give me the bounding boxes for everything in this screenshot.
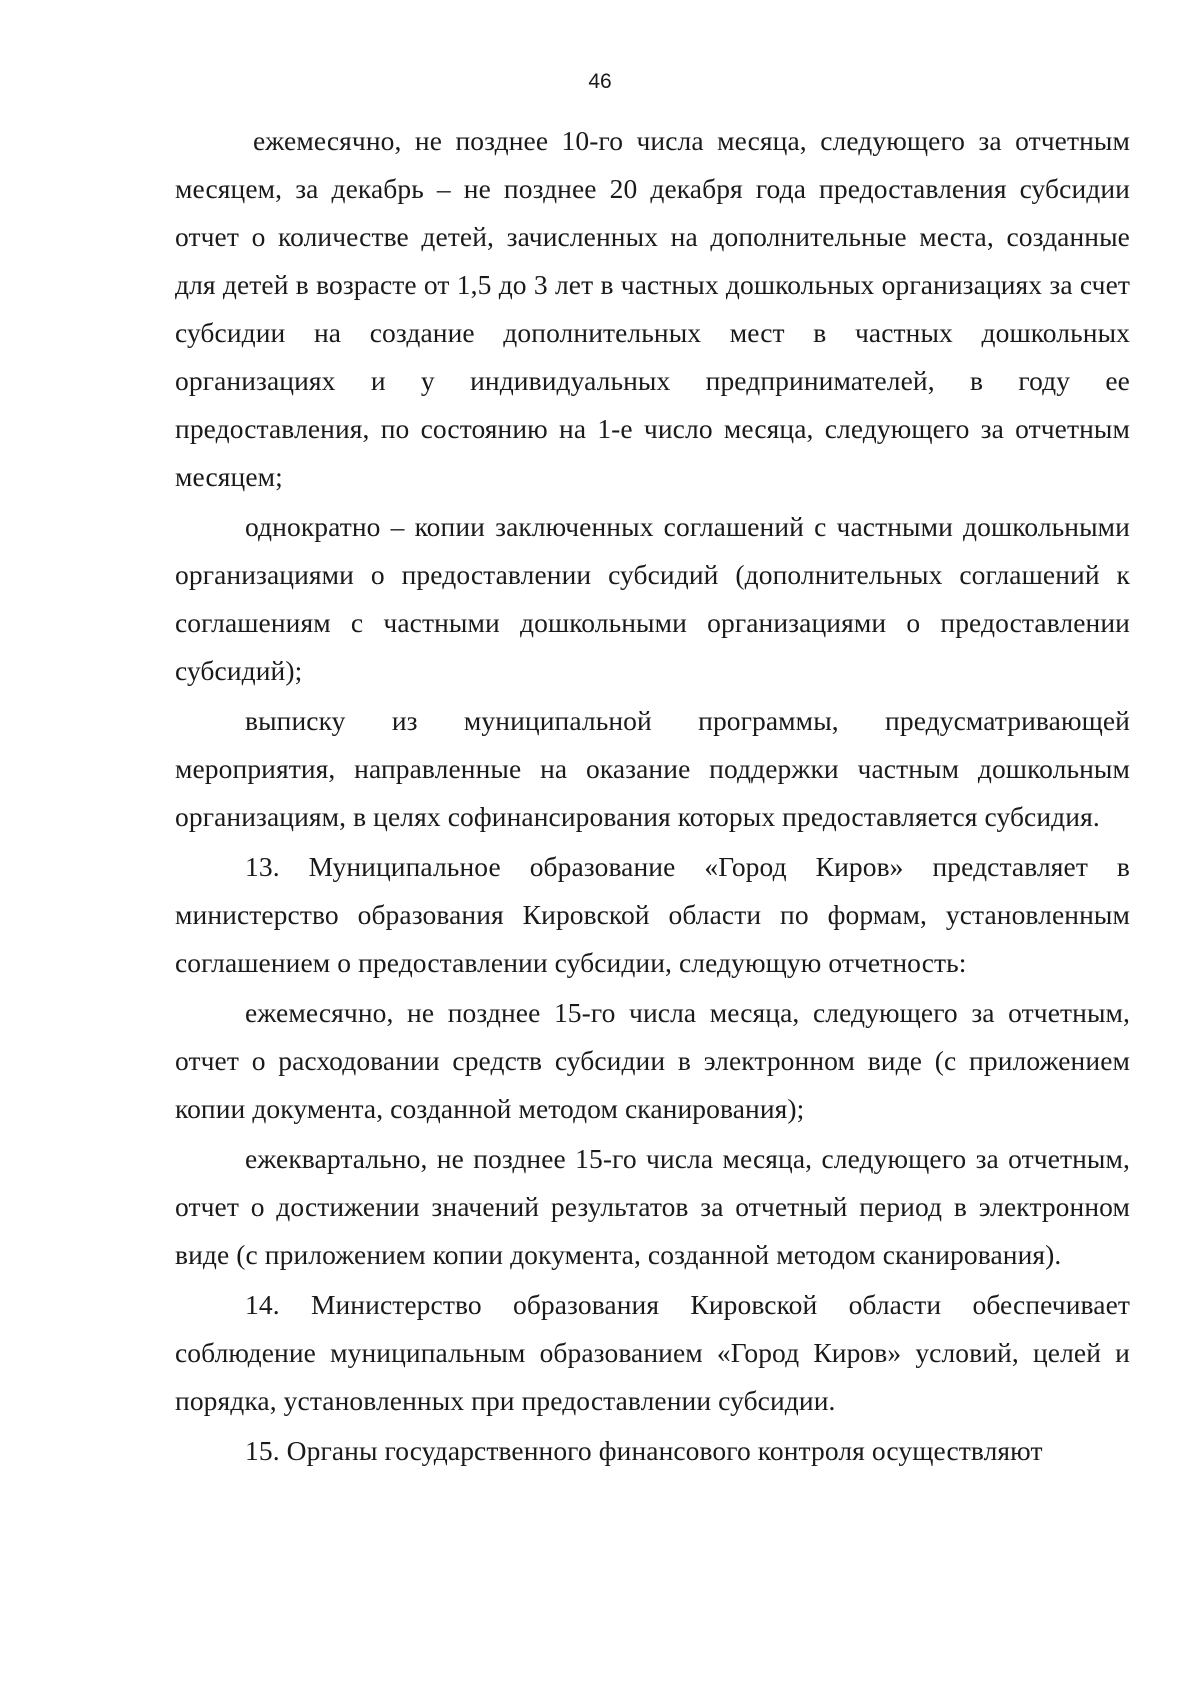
paragraph-agreements-copies: однократно – копии заключенных соглашений с частными дошкольными организациями о предоставлении субсидий (дополнительных соглашений к соглашениям с частными дошкольными организациями о предоставлении субсидий);	[175, 511, 1130, 686]
paragraph-item-15: 15. Органы государственного финансового контроля осуществляют	[245, 1435, 1043, 1466]
paragraph-monthly-expense-report: ежемесячно, не позднее 15-го числа месяца, следующего за отчетным, отчет о расходовании средств субсидии в электронном виде (с приложением копии документа, созданной методом сканирования);	[175, 997, 1130, 1124]
document-body	[175, 117, 1130, 1475]
paragraph-item-14: 14. Министерство образования Кировской области обеспечивает соблюдение муниципальным образованием «Город Киров» условий, целей и порядка, установленных при предоставлении субсидии.	[175, 1289, 1130, 1416]
paragraph-item-13: 13. Муниципальное образование «Город Киров» представляет в министерство образования Кировской области по формам, установленным соглашением о предоставлении субсидии, следующую отчетность:	[175, 851, 1130, 978]
paragraph-program-extract: выписку из муниципальной программы, предусматривающей мероприятия, направленные на оказание поддержки частным дошкольным организациям, в целях софинансирования которых предоставляется субсидия.	[175, 705, 1130, 832]
paragraph-monthly-report-children: ежемесячно, не позднее 10-го числа месяца, следующего за отчетным месяцем, за декабрь – не позднее 20 декабря года предоставления субсидии отчет о количестве детей, зачисленных на дополнительные места, созданные для детей в возрасте от 1,5 до 3 лет в частных дошкольных организациях за счет субсидии на создание дополнительных мест в частных дошкольных организациях и у индивидуальных предпринимателей, в году ее предоставления, по состоянию на 1-е число месяца, следующего за отчетным месяцем;	[175, 125, 1130, 492]
paragraph-quarterly-results-report: ежеквартально, не позднее 15-го числа месяца, следующего за отчетным, отчет о достижении значений результатов за отчетный период в электронном виде (с приложением копии документа, созданной методом сканирования).	[175, 1143, 1130, 1270]
page-number: 46	[588, 70, 612, 93]
